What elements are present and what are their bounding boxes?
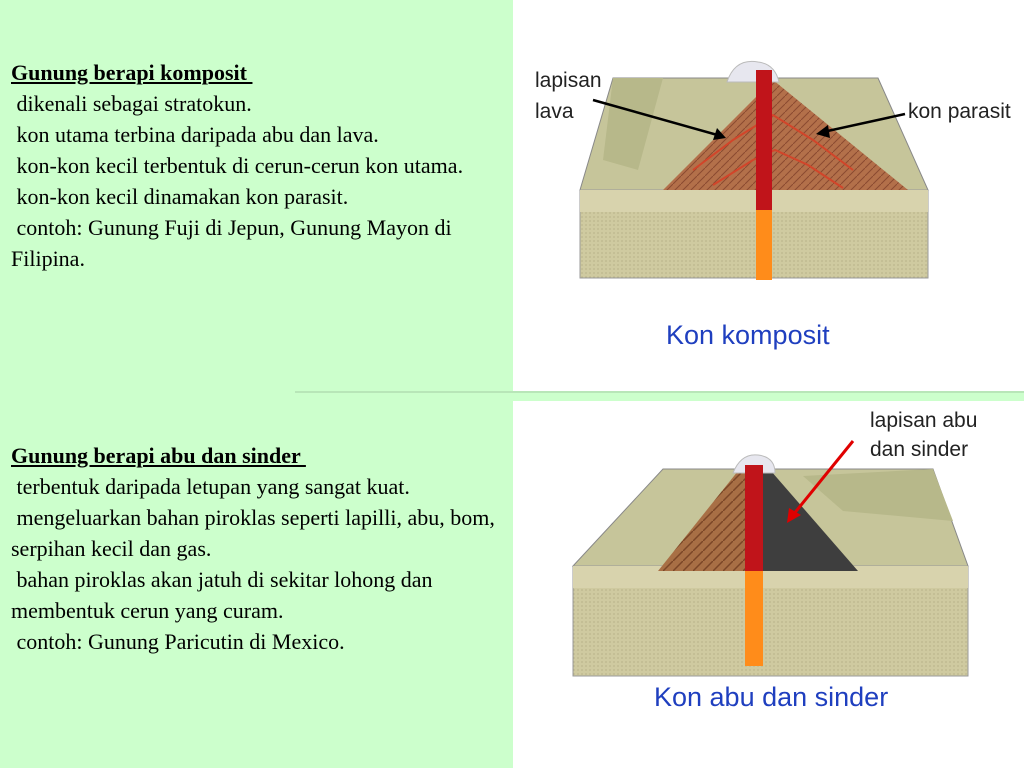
composite-line-5: contoh: Gunung Fuji di Jepun, Gunung Mayon di Filipina. — [11, 215, 458, 271]
cinder-line-1: terbentuk daripada letupan yang sangat kuat. — [11, 474, 410, 499]
cinder-cone-diagram — [513, 401, 1024, 768]
lava-conduit — [745, 571, 763, 666]
composite-line-4: kon-kon kecil dinamakan kon parasit. — [11, 184, 349, 209]
label-kon-parasit: kon parasit — [908, 100, 1011, 123]
composite-line-2: kon utama terbina daripada abu dan lava. — [11, 122, 379, 147]
composite-line-1: dikenali sebagai stratokun. — [11, 91, 252, 116]
caption-kon-abu-dan-sinder: Kon abu dan sinder — [654, 682, 889, 712]
magma-conduit — [745, 465, 763, 571]
cinder-line-2: mengeluarkan bahan piroklas seperti lapilli, abu, bom, serpihan kecil dan gas. — [11, 505, 501, 561]
lava-conduit — [756, 210, 772, 280]
cinder-cone-text — [11, 440, 511, 657]
cinder-cone-heading: Gunung berapi abu dan sinder — [11, 443, 306, 468]
cinder-line-4: contoh: Gunung Paricutin di Mexico. — [11, 629, 345, 654]
ground-front-layer — [580, 190, 928, 212]
composite-cone-illustration — [513, 0, 1024, 391]
cinder-line-3: bahan piroklas akan jatuh di sekitar lohong dan membentuk cerun yang curam. — [11, 567, 439, 623]
caption-kon-komposit: Kon komposit — [666, 320, 830, 350]
cinder-cone-illustration — [513, 401, 1024, 768]
section-divider — [295, 391, 1024, 393]
label-lava: lava — [535, 100, 574, 123]
label-lapisan: lapisan — [535, 69, 602, 92]
composite-volcano-text — [11, 57, 511, 274]
label-lapisan-abu: lapisan abu — [870, 409, 978, 432]
composite-volcano-heading: Gunung berapi komposit — [11, 60, 253, 85]
label-dan-sinder: dan sinder — [870, 438, 969, 461]
magma-conduit — [756, 70, 772, 210]
composite-cone-diagram — [513, 0, 1024, 391]
composite-line-3: kon-kon kecil terbentuk di cerun-cerun kon utama. — [11, 153, 464, 178]
